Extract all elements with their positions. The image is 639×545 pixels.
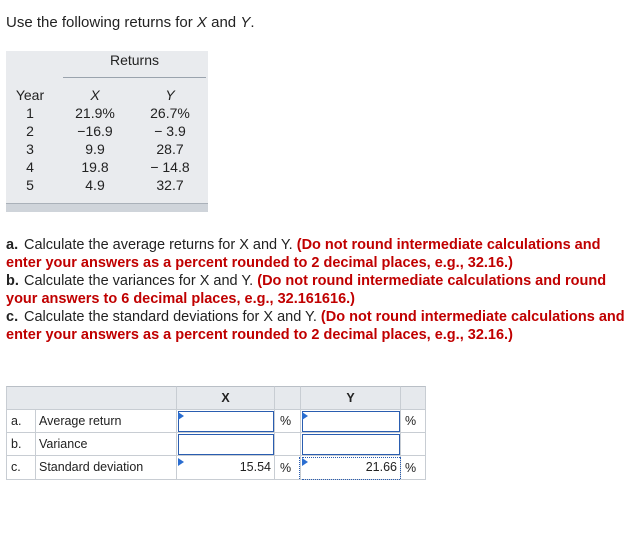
- x-unit-cell: [275, 433, 301, 456]
- year-cell: 1: [26, 105, 34, 121]
- y-unit-cell: [401, 433, 426, 456]
- x-return-cell: 4.9: [85, 177, 105, 193]
- std-dev-y-input[interactable]: 21.66: [302, 458, 400, 478]
- dotted-border: [302, 479, 400, 480]
- y-return-cell: − 14.8: [150, 159, 190, 175]
- returns-table-footer: [6, 203, 208, 212]
- x-return-cell: 9.9: [85, 141, 105, 157]
- answer-header-y-unit: [401, 386, 426, 410]
- x-return-cell: 21.9%: [75, 105, 115, 121]
- dotted-border: [400, 457, 401, 479]
- returns-header-rule: [63, 77, 206, 78]
- intro-text: Use the following returns for X and Y.: [6, 14, 255, 31]
- question-b: b. Calculate the variances for X and Y. (Do not round intermediate calculations and round your answers to 6 decimal places, e.g., 32.161616.): [6, 273, 607, 307]
- input-flag-icon: [178, 458, 184, 466]
- y-column-header: Y: [165, 87, 175, 103]
- answer-header-x: X: [177, 386, 275, 410]
- row-name: Variance: [36, 433, 177, 456]
- question-c: c. Calculate the standard deviations for X and Y. (Do not round intermediate calculations and enter your answers as a percent rounded to 2 decimal places, e.g., 32.16.): [6, 309, 625, 343]
- variance-y-input[interactable]: [302, 434, 400, 455]
- year-cell: 5: [26, 177, 34, 193]
- y-return-cell: − 3.9: [154, 123, 186, 139]
- row-label: c.: [6, 456, 36, 480]
- year-column-header: Year: [15, 87, 45, 103]
- std-dev-x-input[interactable]: 15.54: [178, 458, 274, 478]
- y-return-cell: 32.7: [156, 177, 184, 193]
- returns-header: Returns: [109, 52, 160, 68]
- x-column-header: X: [90, 87, 100, 103]
- dotted-border: [302, 457, 400, 458]
- x-return-cell: −16.9: [77, 123, 113, 139]
- row-label: b.: [6, 433, 36, 456]
- answer-header-blank: [6, 386, 177, 410]
- average-return-x-input[interactable]: [178, 411, 274, 432]
- variance-x-input[interactable]: [178, 434, 274, 455]
- percent-unit: %: [280, 414, 292, 428]
- average-return-y-input[interactable]: [302, 411, 400, 432]
- y-return-cell: 28.7: [156, 141, 184, 157]
- year-cell: 3: [26, 141, 34, 157]
- answer-table: [6, 386, 426, 481]
- answer-header-x-unit: [275, 386, 301, 410]
- x-return-cell: 19.8: [81, 159, 109, 175]
- row-label: a.: [6, 410, 36, 433]
- question-a: a. Calculate the average returns for X and Y. (Do not round intermediate calculations and enter your answers as a percent rounded to 2 decimal places, e.g., 32.16.): [6, 237, 601, 271]
- row-name: Average return: [36, 410, 177, 433]
- answer-header-y: Y: [301, 386, 401, 410]
- year-cell: 2: [26, 123, 34, 139]
- year-cell: 4: [26, 159, 34, 175]
- y-return-cell: 26.7%: [150, 105, 190, 121]
- percent-unit: %: [405, 461, 417, 475]
- dotted-border: [299, 457, 300, 479]
- percent-unit: %: [280, 461, 292, 475]
- row-name: Standard deviation: [36, 456, 177, 480]
- input-flag-icon: [178, 412, 184, 420]
- percent-unit: %: [405, 414, 417, 428]
- input-flag-icon: [302, 458, 308, 466]
- input-flag-icon: [302, 412, 308, 420]
